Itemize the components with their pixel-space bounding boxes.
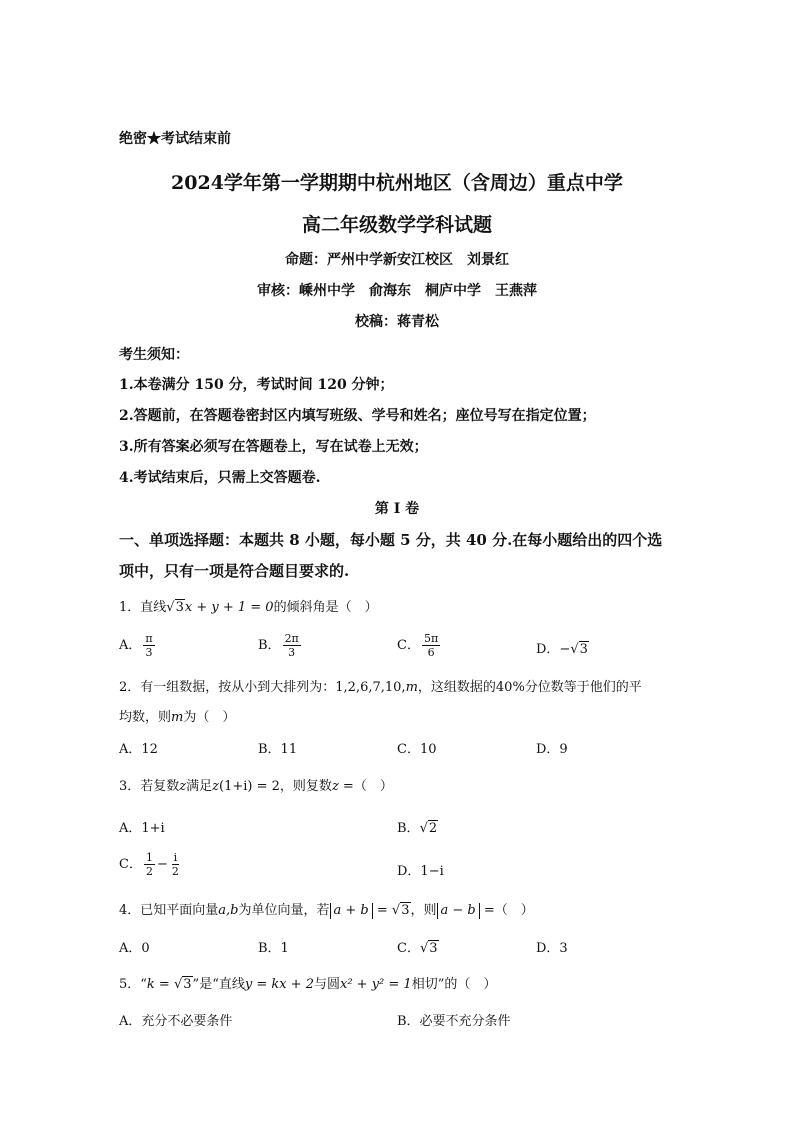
fraction-numerator: 2π [284,632,299,645]
option-label: C． [119,857,142,872]
section-heading-line1: 一、单项选择题：本题共 8 小题，每小题 5 分，共 40 分.在每小题给出的四个选 [119,531,663,549]
sqrt-symbol: √3 [570,642,588,657]
question-5-option-a: A．充分不必要条件 [119,1014,233,1029]
option-label: B． [397,821,420,836]
notice-item-1: 1.本卷满分 150 分，考试时间 120 分钟； [119,377,394,393]
question-5-option-b: B．必要不充分条件 [397,1014,511,1029]
minus-sign: − [156,857,168,872]
fraction [283,632,301,659]
fraction-numerator: i [173,851,178,864]
option-label: C． [397,941,420,956]
fraction-denominator: 2 [145,865,153,878]
question-3-option-c [119,851,183,878]
question-5-suffix: 相切”的（ ） [411,977,497,992]
section-heading-line2: 项中，只有一项是符合题目要求的. [119,562,350,580]
question-4-option-a: A．0 [119,941,150,956]
sqrt-radicand: 3 [579,642,588,657]
question-5-mid: ”是“直线 [192,977,245,992]
question-1-prefix: 1．直线 [119,600,167,615]
fraction-numerator: 1 [145,851,153,864]
question-3-equation: (1+i) = 2 [219,779,280,794]
question-2-option-d: D．9 [536,742,568,757]
question-2-line1 [119,676,642,695]
reviewer-line: 审核：嵊州中学 俞海东 桐庐中学 王燕萍 [257,283,537,299]
variable-z: z [212,779,220,794]
fraction-denominator: 2 [171,865,179,878]
fraction [143,632,154,659]
volume-heading: 第 I 卷 [374,501,420,517]
question-1-suffix: 的倾斜角是（ ） [273,600,378,615]
variable-z: z [331,779,339,794]
sqrt-radicand: 3 [175,600,184,615]
sqrt-symbol: √3 [419,941,438,956]
question-2-option-b: B．11 [258,742,298,757]
question-2-line2-suffix: 为（ ） [183,710,236,725]
question-1-equation: x + y + 1 = 0 [184,600,274,615]
sqrt-radicand: 2 [428,821,438,836]
sqrt-symbol: √3 [173,977,192,992]
proofreader-line: 校稿：蒋青松 [355,314,439,330]
sqrt-radicand: 3 [401,903,410,918]
question-3-option-b [397,817,438,836]
variable-m: m [405,680,418,695]
question-2-data: 1,2,6,7,10, [335,680,406,695]
confidential-label: 绝密★考试结束前 [119,131,231,147]
question-5-prefix: 5．“ [119,977,147,992]
notice-item-4: 4.考试结束后，只需上交答题卷. [119,470,321,486]
question-1-option-d [536,638,589,657]
question-4-post: ，则 [410,903,437,918]
question-2-line2 [119,706,235,725]
question-4-stem [119,899,534,919]
abs-a-plus-b: a + b [330,903,373,919]
fraction-numerator: 5π [423,632,439,645]
question-2-line1-suffix: ，这组数据的40%分位数等于他们的平 [417,680,642,695]
question-5-stem [119,973,496,992]
fraction [422,632,440,659]
question-3-suffix: =（ ） [338,779,393,794]
question-3-mid: 满足 [186,779,213,794]
author-line: 命题：严州中学新安江校区 刘景红 [285,252,509,268]
variable-m: m [171,710,184,725]
question-4-mid: 为单位向量，若 [238,903,330,918]
question-1-option-c [397,632,442,659]
question-2-line2-prefix: 均数，则 [119,710,172,725]
question-3-option-d: D．1−i [397,864,444,879]
option-label: A． [119,638,142,653]
vectors-ab: a,b [218,903,239,918]
fraction-denominator: 6 [427,646,435,659]
variable-z: z [179,779,187,794]
exam-title-line1: 2024学年第一学期期中杭州地区（含周边）重点中学 [171,172,623,194]
question-3-stem [119,775,393,794]
sqrt-symbol: √3 [166,600,184,615]
question-4-suffix: =（ ） [479,903,534,918]
sqrt-symbol: √3 [391,903,410,918]
line-equation: y = kx + 2 [244,977,314,992]
circle-equation: x² + y² = 1 [340,977,412,992]
exam-title-line2: 高二年级数学学科试题 [301,214,492,236]
sqrt-radicand: 3 [183,977,192,992]
fraction-denominator: 3 [145,646,153,659]
option-label: D． [536,642,560,657]
k-equation: k = [146,977,174,992]
question-3-option-a: A．1+i [119,821,165,836]
question-2-option-c: C．10 [397,742,437,757]
abs-a-minus-b: a − b [437,903,480,919]
question-4-prefix: 4．已知平面向量 [119,903,219,918]
minus-sign: − [559,642,571,657]
question-4-option-b: B．1 [258,941,289,956]
question-4-option-c [397,937,439,956]
notice-heading: 考生须知： [119,347,189,363]
equals-sign: = [372,903,392,918]
question-4-option-d: D．3 [536,941,568,956]
question-1-option-a [119,632,157,659]
notice-item-3: 3.所有答案必须写在答题卷上，写在试卷上无效； [119,439,428,455]
question-3-post: ，则复数 [279,779,332,794]
fraction-numerator: π [145,632,153,645]
question-5-mid2: 与圆 [313,977,340,992]
fraction [144,851,155,878]
question-1-option-b [258,632,303,659]
question-2-prefix: 2．有一组数据，按从小到大排列为： [119,680,336,695]
question-3-prefix: 3．若复数 [119,779,180,794]
question-2-option-a: A．12 [119,742,158,757]
sqrt-radicand: 3 [429,941,438,956]
notice-item-2: 2.答题前，在答题卷密封区内填写班级、学号和姓名；座位号写在指定位置； [119,408,596,424]
question-1-stem [119,596,378,615]
option-label: B． [258,638,281,653]
sqrt-symbol: √2 [419,821,438,836]
fraction [170,851,181,878]
fraction-denominator: 3 [288,646,296,659]
option-label: C． [397,638,420,653]
